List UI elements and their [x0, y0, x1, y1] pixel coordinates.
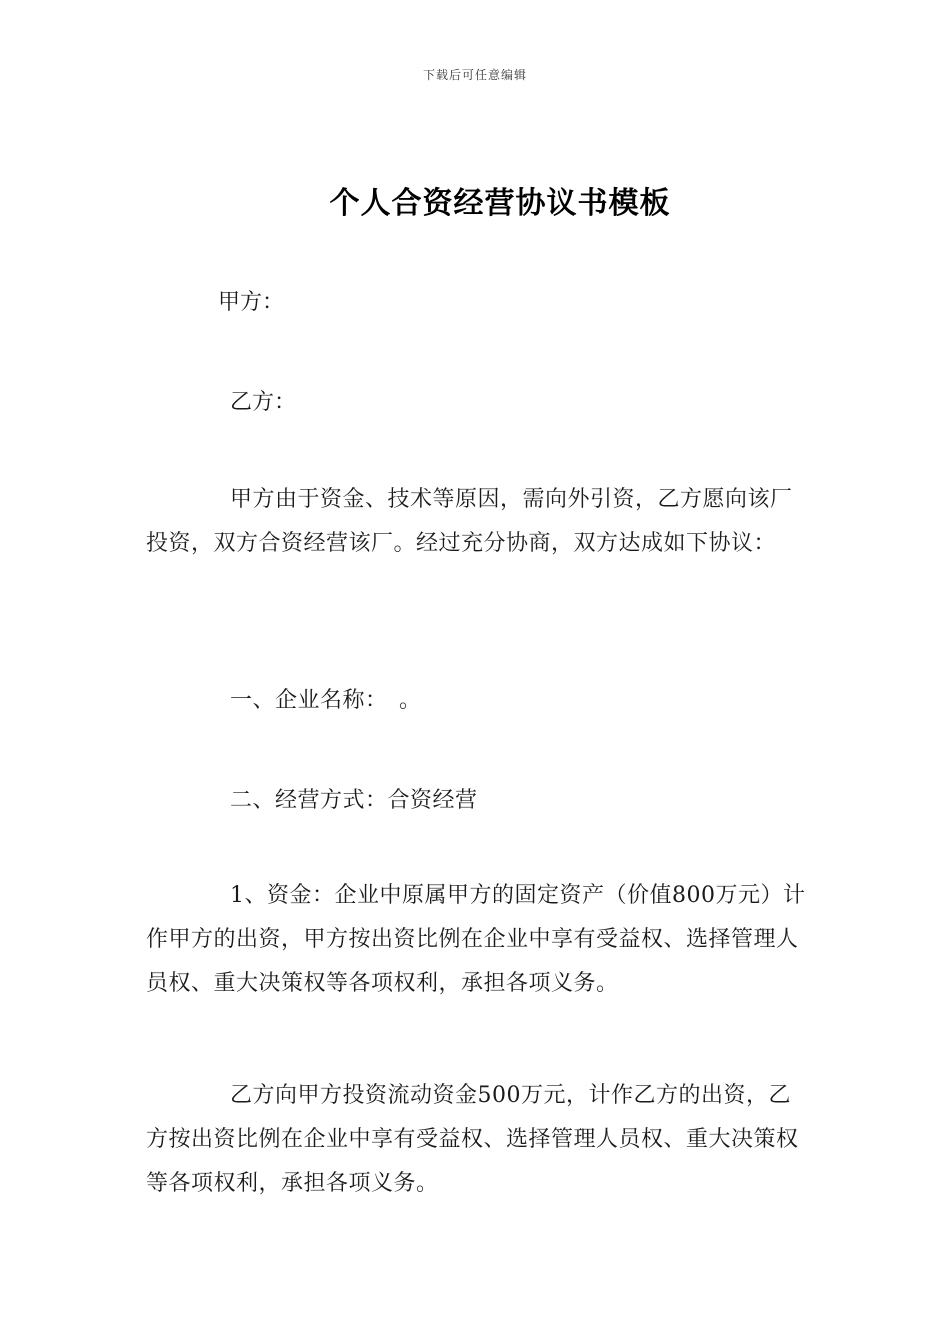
clause-company-name: 一、企业名称： 。: [230, 688, 422, 713]
capital-party-b-paragraph: 乙方向甲方投资流动资金500万元，计作乙方的出资，乙方按出资比例在企业中享有受益权、选择管理人员权、重大决策权等各项权利，承担各项义务。: [146, 1083, 799, 1196]
intro-paragraph: 甲方由于资金、技术等原因，需向外引资，乙方愿向该厂投资，双方合资经营该厂。经过充分协商，双方达成如下协议：: [146, 487, 793, 556]
page-header-note: 下载后可任意编辑: [422, 68, 527, 82]
party-b-label: 乙方：: [230, 390, 297, 415]
document-title: 个人合资经营协议书模板: [329, 186, 671, 221]
capital-party-a-paragraph: 1、资金：企业中原属甲方的固定资产（价值800万元）计作甲方的出资，甲方按出资比例在企业中享有受益权、选择管理人员权、重大决策权等各项权利，承担各项义务。: [146, 883, 806, 996]
party-a-label: 甲方：: [218, 290, 285, 315]
clause-business-mode: 二、经营方式：合资经营: [230, 788, 478, 813]
